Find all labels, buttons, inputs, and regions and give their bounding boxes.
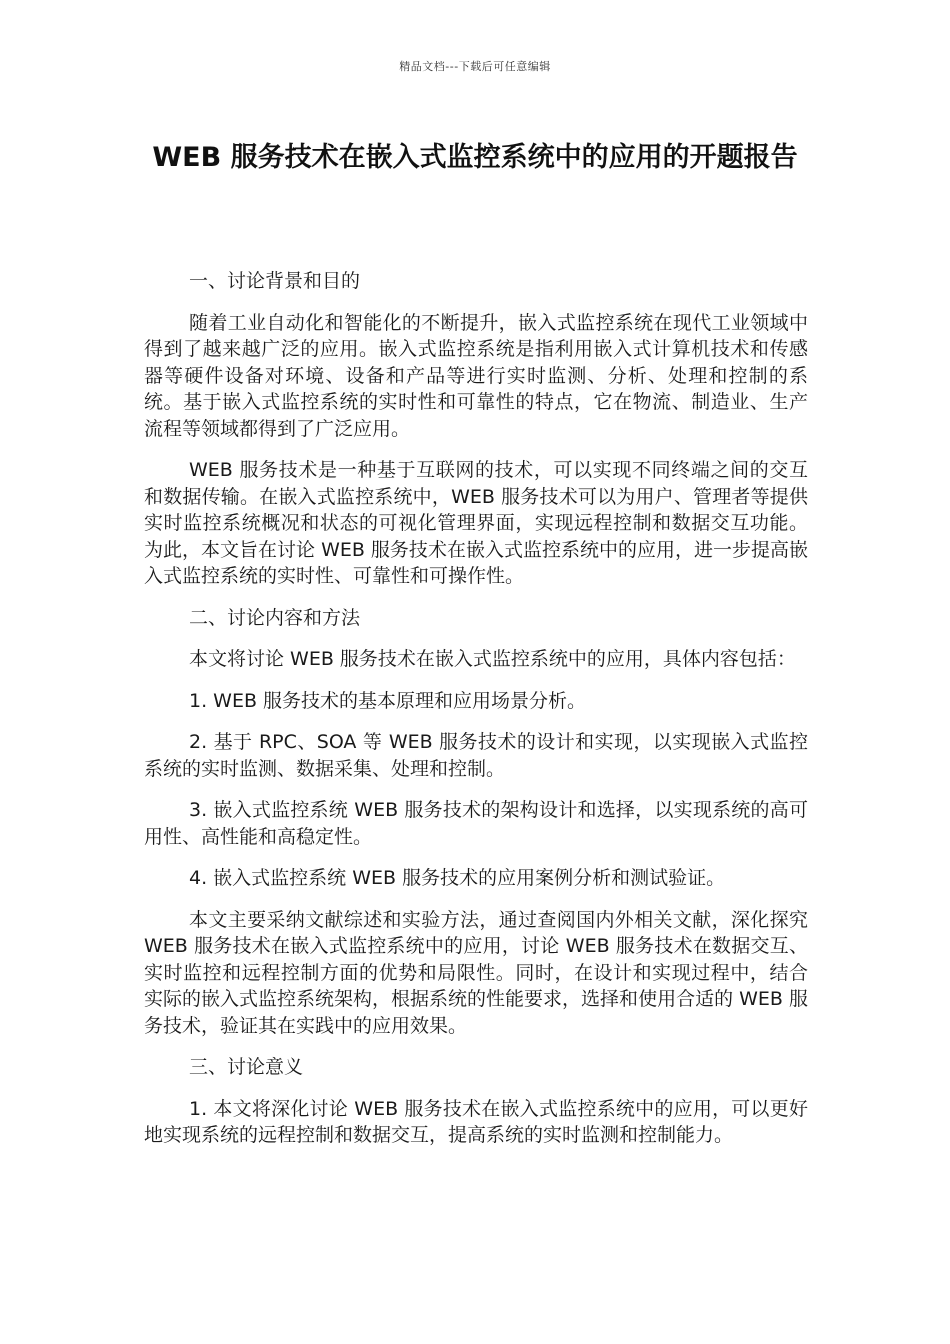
page-header: 精品文档---下载后可任意编辑: [399, 60, 551, 73]
list-item: 2. 基于 RPC、SOA 等 WEB 服务技术的设计和实现，以实现嵌入式监控系统的实时监测、数据采集、处理和控制。: [144, 731, 808, 780]
document-title: WEB 服务技术在嵌入式监控系统中的应用的开题报告: [152, 142, 798, 173]
list-item: 4. 嵌入式监控系统 WEB 服务技术的应用案例分析和测试验证。: [189, 867, 726, 889]
paragraph: 本文将讨论 WEB 服务技术在嵌入式监控系统中的应用，具体内容包括：: [189, 648, 796, 670]
paragraph: 随着工业自动化和智能化的不断提升，嵌入式监控系统在现代工业领域中得到了越来越广泛的应用。嵌入式监控系统是指利用嵌入式计算机技术和传感器等硬件设备对环境、设备和产品等进行实时监测、分析、处理和控制的系统。基于嵌入式监控系统的实时性和可靠性的特点，它在物流、制造业、生产流程等领域都得到了广泛应用。: [144, 311, 808, 440]
section-heading-significance: 三、讨论意义: [189, 1056, 304, 1078]
document-body: [144, 268, 808, 1164]
list-item: 1. WEB 服务技术的基本原理和应用场景分析。: [189, 689, 587, 712]
paragraph: 本文主要采纳文献综述和实验方法，通过查阅国内外相关文献，深化探究 WEB 服务技术在嵌入式监控系统中的应用，讨论 WEB 服务技术在数据交互、实时监控和远程控制方面的优势和局限性。同时，在设计和实现过程中，结合实际的嵌入式监控系统架构，根据系统的性能要求，选择和使用合适的 WEB 服务技术，验证其在实践中的应用效果。: [144, 908, 808, 1037]
list-item: 1. 本文将深化讨论 WEB 服务技术在嵌入式监控系统中的应用，可以更好地实现系统的远程控制和数据交互，提高系统的实时监测和控制能力。: [144, 1097, 808, 1146]
section-heading-background: 一、讨论背景和目的: [189, 270, 361, 292]
list-item: 3. 嵌入式监控系统 WEB 服务技术的架构设计和选择，以实现系统的高可用性、高性能和高稳定性。: [144, 799, 808, 848]
section-heading-content-method: 二、讨论内容和方法: [189, 606, 361, 629]
paragraph: WEB 服务技术是一种基于互联网的技术，可以实现不同终端之间的交互和数据传输。在嵌入式监控系统中，WEB 服务技术可以为用户、管理者等提供实时监控系统概况和状态的可视化管理界面，实现远程控制和数据交互功能。为此，本文旨在讨论 WEB 服务技术在嵌入式监控系统中的应用，进一步提高嵌入式监控系统的实时性、可靠性和可操作性。: [144, 459, 808, 587]
